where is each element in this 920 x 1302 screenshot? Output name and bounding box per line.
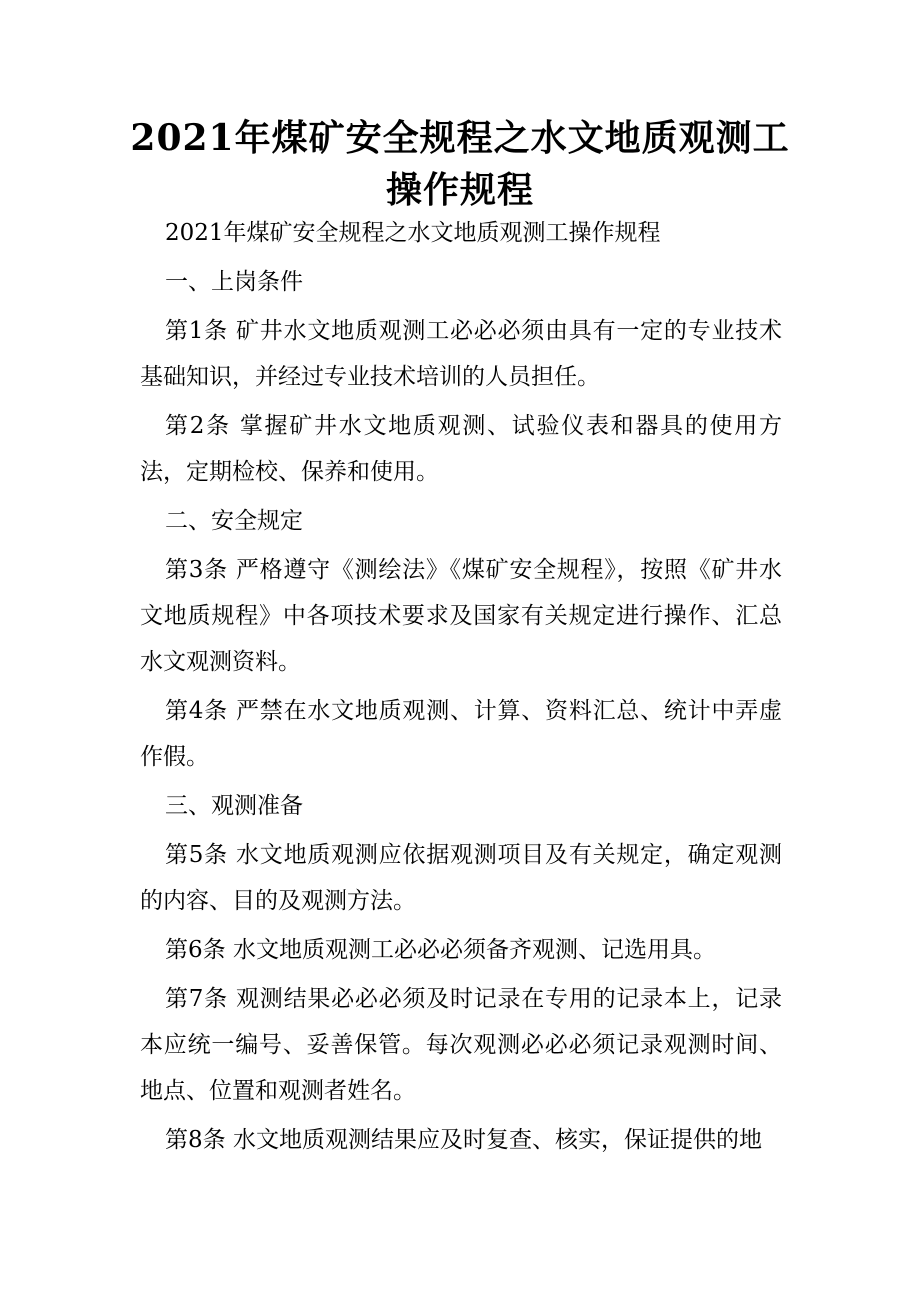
article-paragraph: 第6条 水文地质观测工必必必须备齐观测、记选用具。 [165, 937, 716, 963]
section-heading: 二、安全规定 [165, 508, 303, 534]
document-subtitle: 2021年煤矿安全规程之水文地质观测工操作规程 [165, 220, 661, 246]
document-title: 2021年煤矿安全规程之水文地质观测工操作规程 [130, 117, 790, 211]
document-body [140, 210, 782, 1166]
article-paragraph: 第2条 掌握矿井水文地质观测、试验仪表和器具的使用方法，定期检校、保养和使用。 [140, 413, 782, 485]
section-heading: 三、观测准备 [165, 793, 303, 819]
article-paragraph: 第5条 水文地质观测应依据观测项目及有关规定，确定观测的内容、目的及观测方法。 [140, 842, 782, 914]
article-paragraph: 第3条 严格遵守《测绘法》《煤矿安全规程》，按照《矿井水文地质规程》中各项技术要求及国家有关规定进行操作、汇总水文观测资料。 [140, 557, 782, 675]
article-paragraph: 第8条 水文地质观测结果应及时复查、核实，保证提供的地 [165, 1127, 762, 1153]
article-paragraph: 第4条 严禁在水文地质观测、计算、资料汇总、统计中弄虚作假。 [140, 698, 782, 770]
article-paragraph: 第7条 观测结果必必必须及时记录在专用的记录本上，记录本应统一编号、妥善保管。每次观测必必必须记录观测时间、地点、位置和观测者姓名。 [140, 986, 782, 1104]
article-paragraph: 第1条 矿井水文地质观测工必必必须由具有一定的专业技术基础知识，并经过专业技术培训的人员担任。 [140, 318, 782, 390]
section-heading: 一、上岗条件 [165, 269, 303, 295]
